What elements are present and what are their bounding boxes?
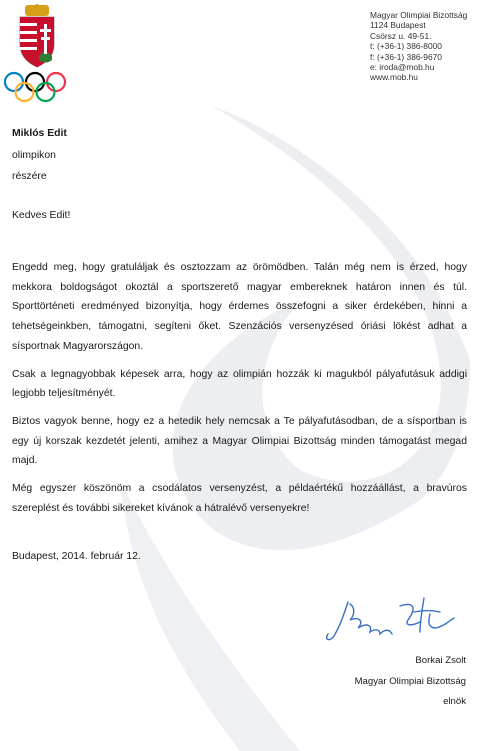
paragraph-4: Még egyszer köszönöm a csodálatos versenyzést, a példaértékű hozzáállást, a bravúros szereplést és további sikereket kívánok a hátralévő versenyekre!	[12, 483, 467, 514]
recipient-name: Miklós Edit	[12, 128, 67, 139]
org-phone: t: (+36-1) 386-8000	[370, 41, 442, 52]
greeting: Kedves Edit!	[12, 210, 71, 221]
paragraph-2: Csak a legnagyobbak képesek arra, hogy az olimpián hozzák ki magukból pályafutásuk addigi legjobb teljesítményét.	[12, 368, 467, 400]
letter-date: Budapest, 2014. február 12.	[12, 551, 141, 562]
org-email[interactable]: e: iroda@mob.hu	[370, 62, 435, 73]
org-street: Csörsz u. 49-51.	[370, 30, 432, 41]
signatory-name: Borkai Zsolt	[415, 655, 466, 666]
recipient-title: olimpikon	[12, 149, 56, 161]
paragraph-3: Biztos vagyok benne, hogy ez a hetedik hely nemcsak a Te pályafutásodban, de a sísportban is egy új korszak kezdetét jelenti, amihez a Magyar Olimpiai Bizottság minden támogatást megad majd.	[12, 415, 467, 467]
recipient-block	[12, 123, 67, 188]
org-website[interactable]: www.mob.hu	[370, 72, 418, 83]
paragraph-1: Engedd meg, hogy gratuláljak és osztozzam az örömödben. Talán még nem is érzed, hogy mekkora boldogságot okoztál a sportszerető magyar embereknek határon innen és túl. Sporttörténeti eredményed bizonyítja, hogy érdemes összefogni a siker érdekében, hinni a tehetségeinkben, támogatni, segíteni őket. Szenzációs versenyzésed óriási lökést adhat a sísportnak Magyarországon.	[12, 262, 467, 352]
handwritten-signature	[320, 592, 470, 648]
recipient-suffix: részére	[12, 171, 47, 182]
org-postal: 1124 Budapest	[370, 20, 426, 31]
org-name: Magyar Olimpiai Bizottság	[370, 10, 468, 20]
organization-address	[370, 10, 478, 83]
signatory-organization: Magyar Olimpiai Bizottság	[354, 675, 466, 687]
signatory-block	[355, 651, 466, 713]
letter-body	[12, 258, 467, 526]
olympic-rings-icon	[2, 70, 68, 104]
org-fax: f: (+36-1) 386-9670	[370, 51, 442, 62]
hungarian-coat-of-arms-icon	[8, 4, 66, 68]
signatory-position: elnök	[443, 696, 466, 707]
